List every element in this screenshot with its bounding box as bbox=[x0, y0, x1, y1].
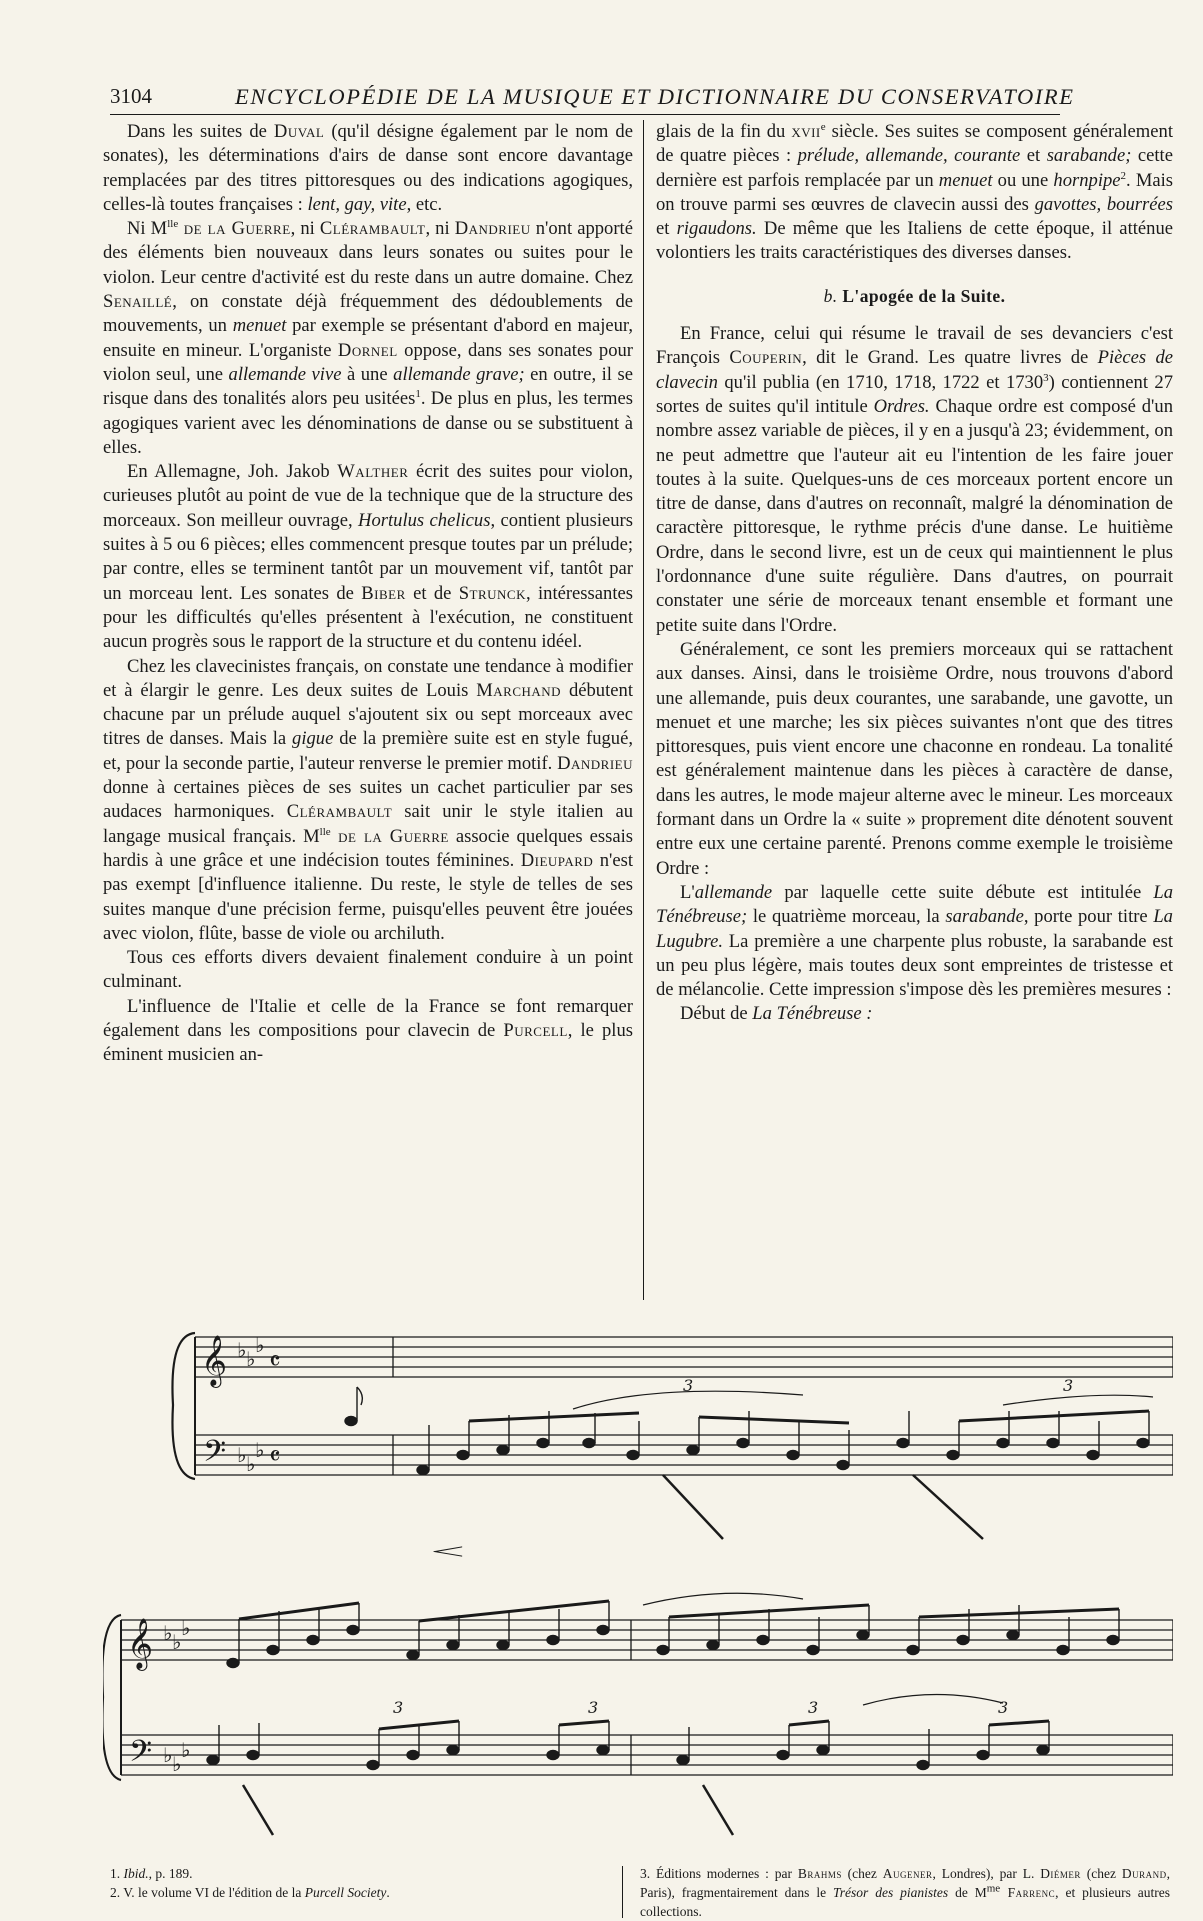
composer-name: Clérambault bbox=[286, 801, 393, 823]
composer-name: Marchand bbox=[476, 679, 562, 701]
svg-text:♭: ♭ bbox=[163, 1743, 173, 1767]
paragraph-debut: Début de La Ténébreuse : bbox=[680, 1003, 873, 1025]
composer-name: Strunck bbox=[458, 582, 526, 604]
svg-text:𝄴: 𝄴 bbox=[269, 1442, 281, 1472]
svg-text:♭: ♭ bbox=[172, 1630, 182, 1654]
svg-text:𝄢: 𝄢 bbox=[129, 1735, 153, 1776]
svg-text:𝄞: 𝄞 bbox=[127, 1618, 154, 1669]
svg-text:♭: ♭ bbox=[237, 1443, 247, 1467]
composer-name: Duval bbox=[273, 121, 325, 142]
page-number: 3104 bbox=[110, 84, 152, 108]
paragraph-walther: En Allemagne, Joh. Jakob Walther écrit des suites pour violon, curieuses plutôt au point de vue de la technique que de la structure des morceaux. Son meilleur ouvrage, Hortulus chelicus, contient plusieurs suites à 5 ou 6 pièces; elles commencent presque toutes par un prélude; par contre, elles se terminent tantôt par un mouvement vif, tantôt par un morceau lent. Les sonates de Biber et de Strunck, intéressantes pour les difficultés qu'elles présentent à l'exécution, ne constituent aucun progrès sous le rapport de la structure et du contenu idéel. bbox=[103, 461, 633, 653]
svg-text:♭: ♭ bbox=[246, 1347, 256, 1371]
triplet-mark: 3 bbox=[588, 1698, 599, 1717]
composer-name: Clérambault bbox=[319, 218, 426, 240]
paragraph-culminant: Tous ces efforts divers devaient finalement conduire à un point culminant. bbox=[103, 947, 633, 993]
column-separator bbox=[643, 120, 644, 1300]
footnote-separator bbox=[622, 1866, 623, 1918]
footnotes-right bbox=[640, 1864, 1170, 1921]
footnote-ref[interactable]: 3 bbox=[1043, 371, 1049, 384]
triplet-mark: 3 bbox=[1063, 1376, 1074, 1395]
paragraph-senaille: Ni $M^{lle}$ de la Guerre, ni Clérambault, ni Dandrieu n'ont apporté des éléments bien nouveaux dans leurs sonates ou suites pour le violon. Leur centre d'activité est du reste dans un autre domaine. Chez Senaillé, on constate déjà fréquemment des dédoublements de mouvements, un menuet par exemple se présentant d'abord en majeur, ensuite en mineur. L'organiste Dornel oppose, dans ses sonates pour violon seul, une allemande vive à une allemande grave; en outre, il se risque dans des tonalités alors peu usitées$^1$. De plus en plus, les termes agogiques varient avec les dénominations de danse ou se substituent à elles. bbox=[103, 218, 634, 458]
triplet-mark: 3 bbox=[998, 1698, 1009, 1717]
svg-text:𝆒: 𝆒 bbox=[433, 1538, 463, 1562]
paragraph-duval: Dans les suites de Duval (qu'il désigne également par le nom de sonates), les déterminations d'airs de danse sont encore davantage remplacées par des titres pittoresques ou des indications agogiques, celles-là toutes françaises : lent, gay, vite, etc. bbox=[103, 121, 633, 215]
composer-name: Biber bbox=[361, 582, 406, 604]
composer-name: Dornel bbox=[337, 339, 398, 361]
running-title: ENCYCLOPÉDIE DE LA MUSIQUE ET DICTIONNAIRE DU CONSERVATOIRE bbox=[235, 84, 1075, 109]
triplet-mark: 3 bbox=[683, 1376, 694, 1395]
composer-name: Couperin bbox=[729, 347, 803, 369]
paragraph-purcell-continued: glais de la fin du xvii$^e$ siècle. Ses suites se composent généralement de quatre pièces : prélude, allemande, courante et sarabande; cette dernière est parfois remplacée par un menuet ou une hornpipe$^2$. Mais on trouve parmi ses œuvres de clavecin aussi des gavottes, bourrées et rigaudons. De même que les Italiens de cette époque, il atténue volontiers les traits caractéristiques des diverses danses. bbox=[656, 120, 1174, 264]
paragraph-troisieme-ordre: Généralement, ce sont les premiers morceaux qui se rattachent aux danses. Ainsi, dans le troisième Ordre, nous trouvons d'abord une allemande, puis deux courantes, une sarabande, une gavotte, un menuet et une marche; les six pièces suivantes n'ont que des titres pittoresques, puis vient encore une chaconne en rondeau. La tonalité est généralement maintenue dans les pièces à caractère de danse, dans les autres, le mode majeur alterne avec le mineur. Les morceaux formant dans un Ordre la « suite » proprement dite dénotent souvent entre eux une certaine parenté. Prenons comme exemple le troisième Ordre : bbox=[656, 638, 1173, 879]
svg-text:𝄞: 𝄞 bbox=[201, 1335, 228, 1386]
svg-text:♭: ♭ bbox=[237, 1338, 247, 1362]
paragraph-couperin: En France, celui qui résume le travail de ses devanciers c'est François Couperin, dit le Grand. Les quatre livres de Pièces de clavecin qu'il publia (en 1710, 1718, 1722 et 1730$^3$) contiennent 27 sortes de suites qu'il intitule Ordres. Chaque ordre est composé d'un nombre assez variable de pièces, il y en a jusqu'à 23; évidemment, on ne peut admettre que l'auteur ait eu l'intention de les faire jouer toutes à la suite. Quelques-uns de ces morceaux portent encore un titre de danse, dans d'autres on reconnaît, malgré la dénomination de caractère pittoresque, le rythme précis d'une danse. Le huitième Ordre, dans le second livre, est un de ceux qui maintiennent le plus l'ordonnance d'une suite régulière. Dans d'autres, on pourrait constater une série de morceaux tenant ensemble et formant une petite suite dans l'Ordre. bbox=[656, 323, 1173, 636]
composer-name: Walther bbox=[337, 461, 409, 483]
paragraph-clavecinistes: Chez les clavecinistes français, on constate une tendance à modifier et à élargir le genre. Les deux suites de Louis Marchand débutent chacune par un prélude auquel s'ajoutent six ou sept morceaux avec titres de danses. Mais la gigue de la première suite est en style fugué, et, pour la seconde partie, l'auteur renverse le premier motif. Dandrieu donne à certaines pièces de ses suites un cachet particulier par ses audaces harmoniques. Clérambault sait unir le style italien au langage musical français. $M^{lle}$ de la Guerre associe quelques essais hardis à une grâce et une indécision toutes féminines. Dieupard n'est pas exempt [d'influence italienne. Du reste, le style de telles de ses suites manque d'une précision ferme, puisqu'elles peuvent être jouées avec violon, flûte, basse de viole ou archiluth. bbox=[103, 655, 634, 944]
triplet-mark: 3 bbox=[808, 1698, 819, 1717]
composer-name: Purcell bbox=[503, 1019, 568, 1041]
paragraph-allemande: L'allemande par laquelle cette suite débute est intitulée La Ténébreuse; le quatrième morceau, la sarabande, porte pour titre La Lugubre. La première a une charpente plus robuste, la sarabande est un peu plus légère, mais toutes deux sont empreintes de tristesse et de mélancolie. Cette impression s'impose dès les premières mesures : bbox=[656, 881, 1173, 1001]
footnote: 3. Éditions modernes : par Brahms (chez Augener, Londres), par L. Diémer (chez Durand, Paris), fragmentairement dans le Trésor des pianistes de $M^{me}$ Farrenc, et plusieurs autres collections. bbox=[640, 1866, 1171, 1919]
composer-name: de la Guerre bbox=[178, 218, 291, 240]
composer-name: Dandrieu bbox=[557, 752, 633, 774]
score-clefs bbox=[201, 1333, 281, 1476]
triplet-mark: 3 bbox=[393, 1698, 404, 1717]
right-column bbox=[656, 120, 1173, 1027]
svg-text:♭: ♭ bbox=[181, 1738, 191, 1762]
composer-name: Dieupard bbox=[520, 849, 594, 871]
footnote-ref[interactable]: 2 bbox=[1120, 169, 1127, 182]
left-column bbox=[103, 120, 633, 1068]
svg-text:♭: ♭ bbox=[181, 1616, 191, 1640]
page-header bbox=[110, 82, 1075, 116]
section-heading: b. L'apogée de la Suite. bbox=[823, 285, 1006, 306]
composer-name: Senaillé bbox=[103, 291, 173, 313]
svg-text:♭: ♭ bbox=[163, 1621, 173, 1645]
footnote: 1. Ibid., p. 189. bbox=[110, 1866, 193, 1881]
svg-text:♭: ♭ bbox=[172, 1752, 182, 1776]
svg-text:♭: ♭ bbox=[255, 1438, 265, 1462]
music-score bbox=[103, 1315, 1173, 1875]
svg-text:𝄴: 𝄴 bbox=[269, 1347, 281, 1377]
svg-text:♭: ♭ bbox=[255, 1333, 265, 1357]
header-rule bbox=[110, 114, 1060, 115]
composer-name: de la Guerre bbox=[330, 825, 449, 847]
footnote: 2. V. le volume VI de l'édition de la Purcell Society. bbox=[110, 1885, 390, 1900]
composer-name: Dandrieu bbox=[454, 218, 531, 240]
score-system-1 bbox=[172, 1333, 1173, 1479]
svg-text:𝄢: 𝄢 bbox=[203, 1435, 227, 1476]
svg-text:♭: ♭ bbox=[246, 1452, 256, 1476]
footnotes-left bbox=[110, 1864, 610, 1902]
footnote-ref[interactable]: 1 bbox=[415, 388, 421, 401]
paragraph-purcell: L'influence de l'Italie et celle de la France se font remarquer également dans les compositions pour clavecin de Purcell, le plus éminent musicien an- bbox=[103, 995, 633, 1066]
